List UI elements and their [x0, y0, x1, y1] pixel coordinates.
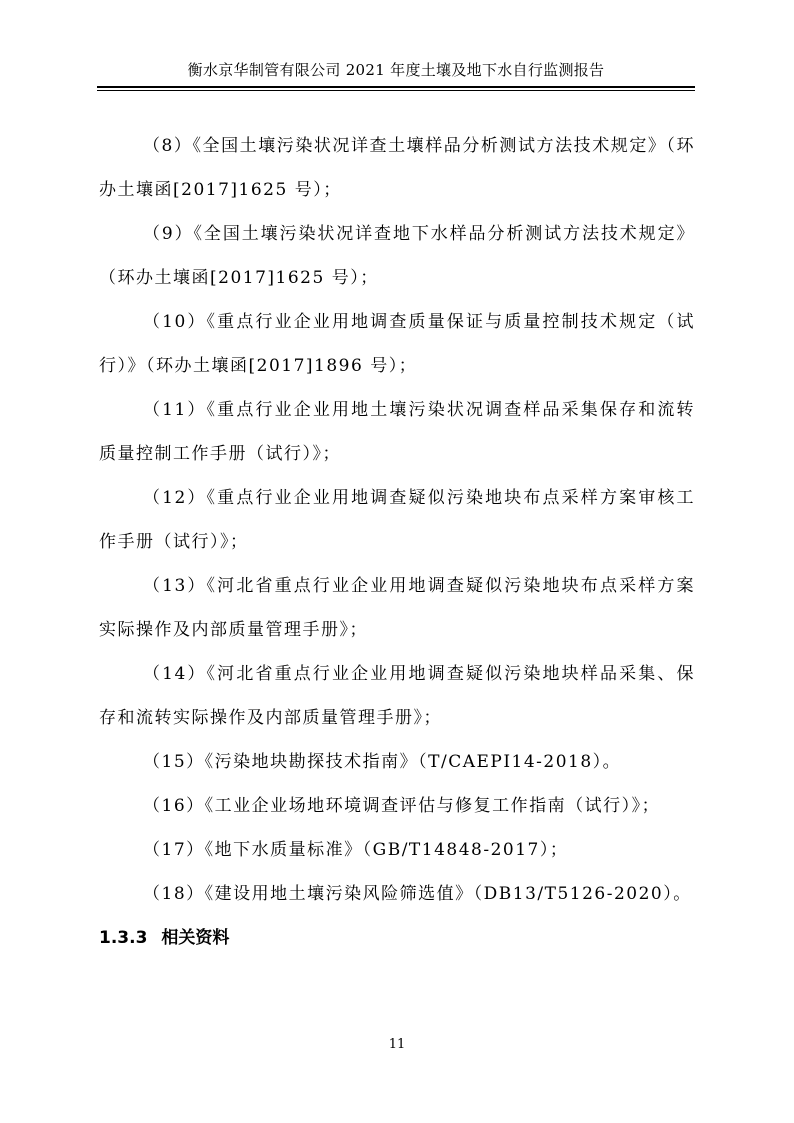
reference-item-16: （16）《工业企业场地环境调查评估与修复工作指南（试行）》；	[143, 796, 661, 816]
reference-item-14: （14）《河北省重点行业企业用地调查疑似污染地块样品采集、保存和流转实际操作及内部质量管理手册》；	[99, 664, 695, 728]
reference-item-15: （15）《污染地块勘探技术指南》（T/CAEPI14-2018）。	[143, 752, 622, 772]
section-title: 相关资料	[161, 928, 230, 948]
reference-item-12: （12）《重点行业企业用地调查疑似污染地块布点采样方案审核工作手册（试行）》；	[99, 488, 695, 552]
reference-item-10: （10）《重点行业企业用地调查质量保证与质量控制技术规定（试行）》（环办土壤函[2017]1896 号）；	[99, 312, 695, 376]
section-number: 1.3.3	[99, 928, 148, 948]
header-rule-thick	[97, 86, 695, 88]
reference-item-11: （11）《重点行业企业用地土壤污染状况调查样品采集保存和流转质量控制工作手册（试行）》；	[99, 400, 695, 464]
reference-item-18: （18）《建设用地土壤污染风险筛选值》（DB13/T5126-2020）。	[143, 884, 692, 904]
reference-item-9: （9）《全国土壤污染状况详查地下水样品分析测试方法技术规定》（环办土壤函[2017]1625 号）；	[99, 224, 695, 288]
reference-list	[99, 124, 695, 916]
reference-item-17: （17）《地下水质量标准》（GB/T14848-2017）；	[143, 840, 569, 860]
page-number: 11	[388, 1037, 406, 1052]
reference-item-13: （13）《河北省重点行业企业用地调查疑似污染地块布点采样方案实际操作及内部质量管理手册》；	[99, 576, 695, 640]
page-header: 衡水京华制管有限公司 2021 年度土壤及地下水自行监测报告	[187, 61, 605, 79]
header-rule-thin	[97, 90, 695, 91]
section-heading	[99, 918, 229, 958]
reference-item-8: （8）《全国土壤污染状况详查土壤样品分析测试方法技术规定》（环办土壤函[2017]1625 号）；	[99, 136, 695, 200]
